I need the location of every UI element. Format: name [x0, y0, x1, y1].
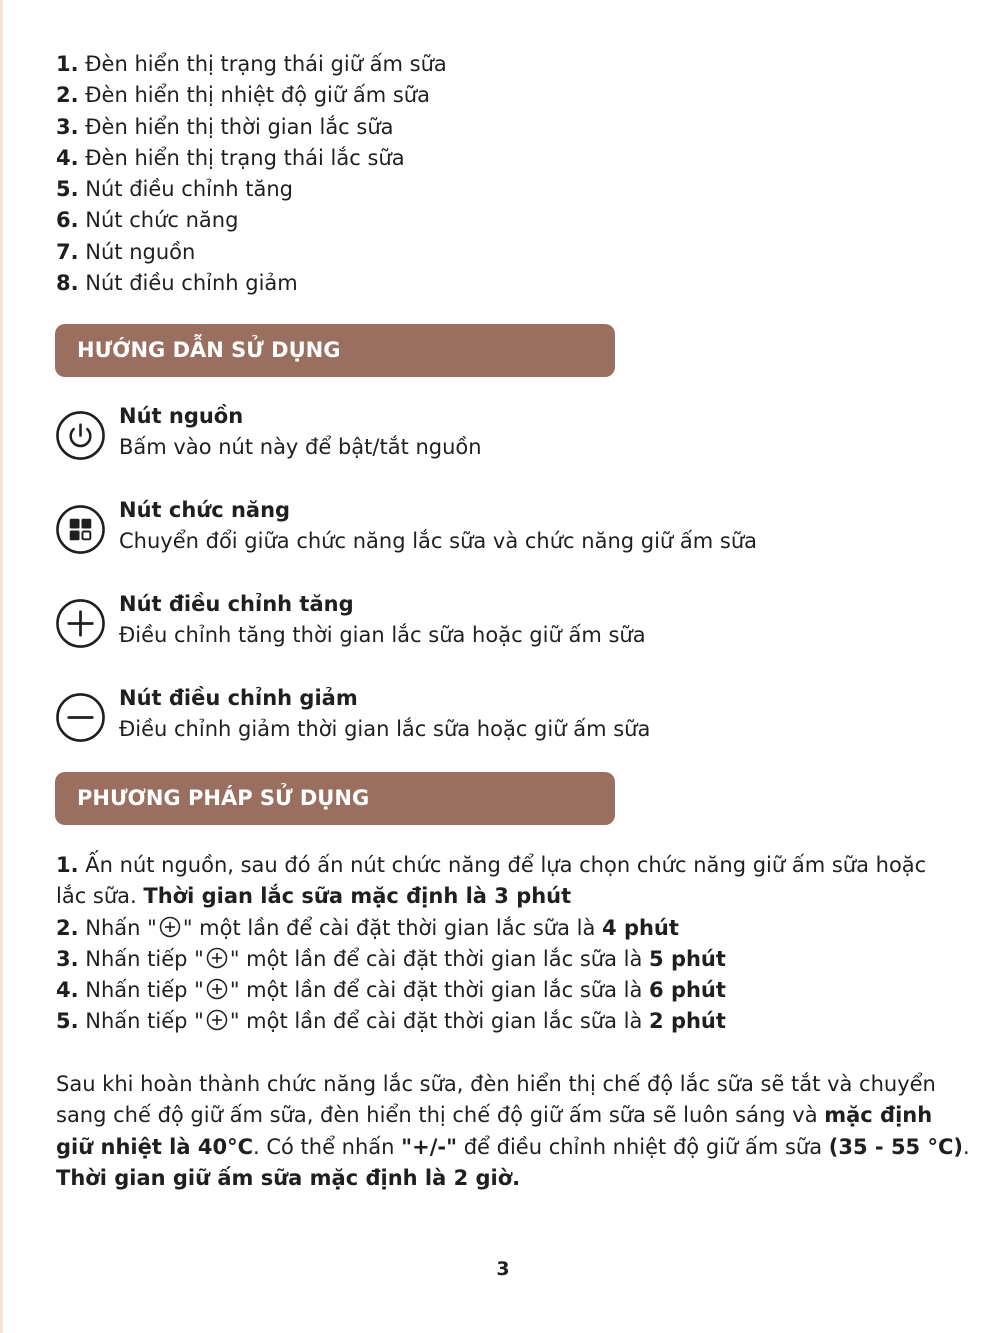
plus-circle-icon [206, 978, 228, 1000]
power-icon [55, 410, 106, 461]
list-item [56, 205, 956, 236]
item-number: 4. [56, 145, 79, 170]
list-item [56, 143, 956, 174]
paragraph-text: Sau khi hoàn thành chức năng lắc sữa, đèn hiển thị chế độ lắc sữa sẽ tắt và chuyển [56, 1072, 936, 1096]
paragraph-emphasis: "+/-" [401, 1134, 458, 1159]
step-text-pre: Nhấn " [85, 915, 157, 940]
item-number: 8. [56, 271, 79, 296]
feature-item-power [55, 404, 975, 467]
item-text: Đèn hiển thị trạng thái lắc sữa [85, 145, 405, 170]
page-edge-strip [0, 0, 3, 1333]
item-text: Nút chức năng [85, 208, 239, 233]
item-text: Nút điều chỉnh giảm [85, 271, 298, 296]
paragraph-emphasis: giữ nhiệt là 40°C [56, 1134, 253, 1159]
feature-desc: Điều chỉnh tăng thời gian lắc sữa hoặc giữ ấm sữa [119, 623, 646, 647]
item-number: 7. [56, 239, 79, 264]
step-text: lắc sữa. [56, 884, 144, 909]
feature-desc: Chuyển đổi giữa chức năng lắc sữa và chức năng giữ ấm sữa [119, 529, 758, 553]
plus-circle-icon [159, 916, 181, 938]
item-text: Đèn hiển thị nhiệt độ giữ ấm sữa [85, 83, 430, 108]
paragraph-line [56, 1069, 956, 1100]
step-emphasis: 6 phút [649, 978, 726, 1003]
step-number: 2. [56, 915, 79, 940]
step-number: 4. [56, 978, 79, 1003]
item-text: Đèn hiển thị trạng thái giữ ấm sữa [85, 52, 447, 76]
feature-desc: Điều chỉnh giảm thời gian lắc sữa hoặc giữ ấm sữa [119, 717, 651, 741]
step-emphasis: 4 phút [602, 915, 679, 940]
feature-title: Nút điều chỉnh tăng [119, 592, 354, 616]
method-steps [56, 850, 956, 1038]
section-heading-method: PHƯƠNG PHÁP SỬ DỤNG [55, 772, 615, 825]
item-number: 3. [56, 114, 79, 139]
step-text-post: " một lần để cài đặt thời gian lắc sữa là [229, 978, 650, 1003]
step-number: 1. [56, 853, 79, 877]
paragraph-line [56, 1100, 956, 1131]
paragraph-text: để điều chỉnh nhiệt độ giữ ấm sữa [457, 1134, 829, 1159]
feature-title: Nút nguồn [119, 404, 244, 428]
step-2 [56, 913, 956, 944]
list-item [56, 174, 956, 205]
step-text-pre: Nhấn tiếp " [85, 1009, 204, 1034]
step-text: Ấn nút nguồn, sau đó ấn nút chức năng để lựa chọn chức năng giữ ấm sữa hoặc [85, 853, 927, 877]
paragraph-text: . Có thể nhấn [253, 1134, 402, 1159]
paragraph-line [56, 1163, 956, 1194]
step-text-pre: Nhấn tiếp " [85, 946, 204, 971]
step-emphasis: 2 phút [649, 1009, 726, 1034]
list-item [56, 112, 956, 143]
item-number: 5. [56, 177, 79, 202]
feature-item-decrease [55, 686, 975, 749]
paragraph-text: sang chế độ giữ ấm sữa, đèn hiển thị chế độ giữ ấm sữa sẽ luôn sáng và [56, 1103, 825, 1128]
step-4 [56, 975, 956, 1006]
feature-desc: Bấm vào nút này để bật/tắt nguồn [119, 435, 482, 459]
step-text-post: " một lần để cài đặt thời gian lắc sữa là [182, 915, 603, 940]
item-text: Nút điều chỉnh tăng [85, 177, 294, 202]
item-number: 1. [56, 52, 79, 76]
item-text: Đèn hiển thị thời gian lắc sữa [85, 114, 394, 139]
plus-circle-icon [206, 947, 228, 969]
step-number: 5. [56, 1009, 79, 1034]
step-emphasis: 5 phút [649, 946, 726, 971]
minus-circle-icon [55, 692, 106, 743]
paragraph-emphasis: mặc định [824, 1103, 933, 1128]
plus-circle-icon [55, 598, 106, 649]
item-number: 2. [56, 83, 79, 108]
item-number: 6. [56, 208, 79, 233]
paragraph-text: . [962, 1134, 970, 1159]
function-grid-icon [55, 504, 106, 555]
step-text-post: " một lần để cài đặt thời gian lắc sữa là [229, 946, 650, 971]
step-3 [56, 944, 956, 975]
paragraph-line [56, 1132, 970, 1163]
item-text: Nút nguồn [85, 239, 196, 264]
list-item [56, 49, 956, 80]
plus-circle-icon [206, 1009, 228, 1031]
page-number: 3 [496, 1258, 510, 1280]
parts-list [56, 49, 956, 299]
step-1-line-1 [56, 850, 956, 881]
section-heading-usage-guide: HƯỚNG DẪN SỬ DỤNG [55, 324, 615, 377]
feature-title: Nút chức năng [119, 498, 291, 522]
step-5 [56, 1006, 956, 1037]
keep-warm-paragraph [56, 1069, 970, 1194]
list-item [56, 80, 956, 111]
list-item [56, 237, 956, 268]
feature-item-increase [55, 592, 975, 655]
feature-title: Nút điều chỉnh giảm [119, 686, 358, 710]
step-text-post: " một lần để cài đặt thời gian lắc sữa là [229, 1009, 650, 1034]
feature-item-function [55, 498, 975, 561]
step-emphasis: Thời gian lắc sữa mặc định là 3 phút [143, 884, 572, 909]
step-text-pre: Nhấn tiếp " [85, 978, 204, 1003]
step-number: 3. [56, 946, 79, 971]
paragraph-emphasis: (35 - 55 °C) [828, 1134, 963, 1159]
step-1-line-2 [56, 881, 956, 912]
paragraph-emphasis: Thời gian giữ ấm sữa mặc định là 2 giờ. [56, 1165, 521, 1190]
list-item [56, 268, 956, 299]
